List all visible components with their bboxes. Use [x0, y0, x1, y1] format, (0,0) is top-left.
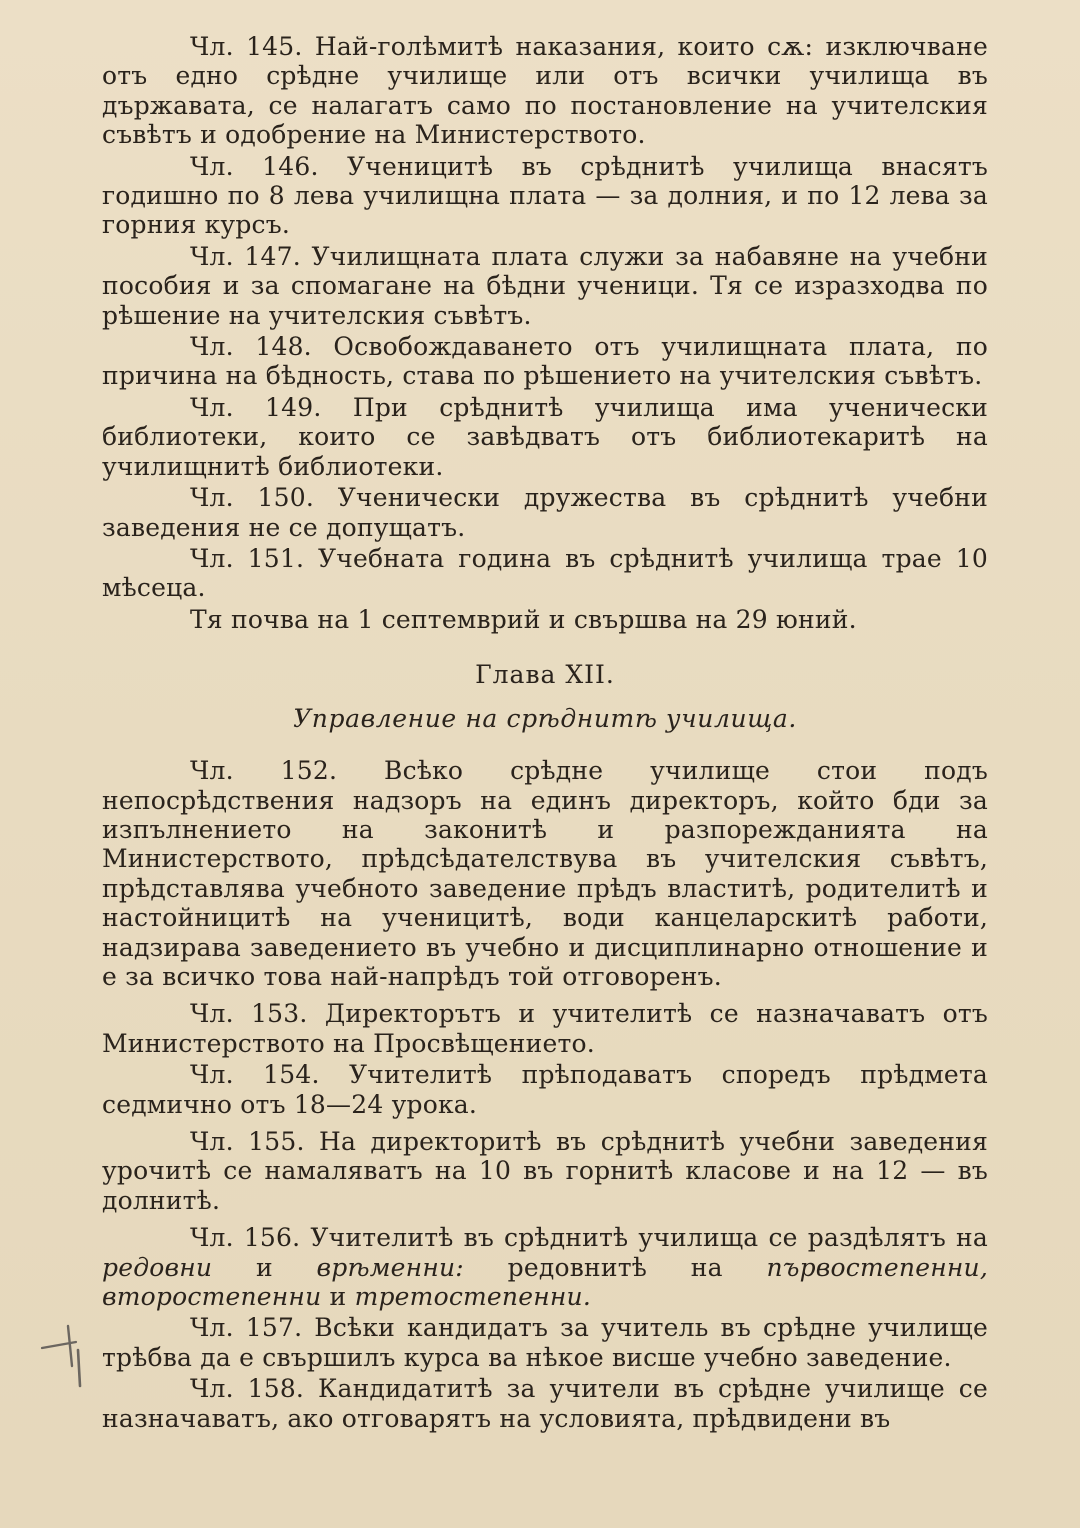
- term-vremenni: врѣменни:: [316, 1252, 464, 1282]
- article-156: [102, 1223, 988, 1311]
- term-tretostepenni: третостепенни.: [354, 1282, 592, 1312]
- article-150: Чл. 150. Ученически дружества въ срѣднитѣ учебни заведения не се допущатъ.: [102, 483, 988, 542]
- term-vtorostepenni: второстепенни: [102, 1282, 322, 1312]
- article-157: Чл. 157. Всѣки кандидатъ за учитель въ срѣдне училище трѣбва да е свършилъ курса ва нѣкое висше учебно заведение.: [102, 1313, 988, 1372]
- handwritten-margin-mark-icon: [38, 1320, 98, 1390]
- term-parvostepenni: първостепенни,: [766, 1252, 988, 1282]
- article-156-mid: редовнитѣ на: [463, 1252, 767, 1282]
- article-155: Чл. 155. На директоритѣ въ срѣднитѣ учебни заведения урочитѣ се намаляватъ на 10 въ горнитѣ класове и на 12 — въ долнитѣ.: [102, 1127, 988, 1215]
- article-158: Чл. 158. Кандидатитѣ за учители въ срѣдне училище се назначаватъ, ако отговарятъ на условията, прѣдвидени въ: [102, 1374, 988, 1433]
- article-148: Чл. 148. Освобождаването отъ училищната плата, по причина на бѣдность, става по рѣшението на учителския съвѣтъ.: [102, 332, 988, 391]
- article-154: Чл. 154. Учителитѣ прѣподаватъ споредъ прѣдмета седмично отъ 18—24 урока.: [102, 1060, 988, 1119]
- chapter-subtitle: Управление на срѣднитѣ училища.: [293, 704, 797, 734]
- conj-and-2: и: [321, 1282, 355, 1312]
- conj-and-1: и: [212, 1252, 317, 1282]
- article-151-continuation: Тя почва на 1 септемврий и свършва на 29 юний.: [190, 604, 857, 634]
- chapter-title: Глава XII.: [475, 660, 615, 690]
- article-145: Чл. 145. Най-голѣмитѣ наказания, които сѫ: изключване отъ едно срѣдне училище или отъ всички училища въ държавата, се налагатъ само по постановление на учителския съвѣтъ и одобрение на Министерството.: [102, 32, 988, 150]
- article-156-lead: Чл. 156. Учителитѣ въ срѣднитѣ училища се раздѣлятъ на: [190, 1223, 988, 1253]
- article-151: Чл. 151. Учебната година въ срѣднитѣ училища трае 10 мѣсеца.: [102, 543, 988, 603]
- term-redovni: редовни: [102, 1252, 213, 1282]
- article-153: Чл. 153. Директорътъ и учителитѣ се назначаватъ отъ Министерството на Просвѣщението.: [102, 999, 988, 1058]
- article-147: Чл. 147. Училищната плата служи за набавяне на учебни пособия и за спомагане на бѣдни ученици. Тя се изразходва по рѣшение на учителския съвѣтъ.: [102, 241, 988, 330]
- article-152: Чл. 152. Всѣко срѣдне училище стои подъ непосрѣдствения надзоръ на единъ директоръ, който бди за изпълнението на законитѣ и разпорежданията на Министерството, прѣдсѣдателствува въ учителския съвѣтъ, прѣдставлява учебното заведение прѣдъ властитѣ, родителитѣ и настойницитѣ на ученицитѣ, води канцеларскитѣ работи, надзирава заведението въ учебно и дисциплинарно отношение и е за всичко това най-напрѣдъ той отговоренъ.: [102, 756, 988, 991]
- article-146: Чл. 146. Ученицитѣ въ срѣднитѣ училища внасятъ годишно по 8 лева училищна плата — за долния, и по 12 лева за горния курсъ.: [102, 151, 988, 240]
- article-149: Чл. 149. При срѣднитѣ училища има ученически библиотеки, които се завѣдватъ отъ библиотекаритѣ на училищнитѣ библиотеки.: [102, 392, 988, 481]
